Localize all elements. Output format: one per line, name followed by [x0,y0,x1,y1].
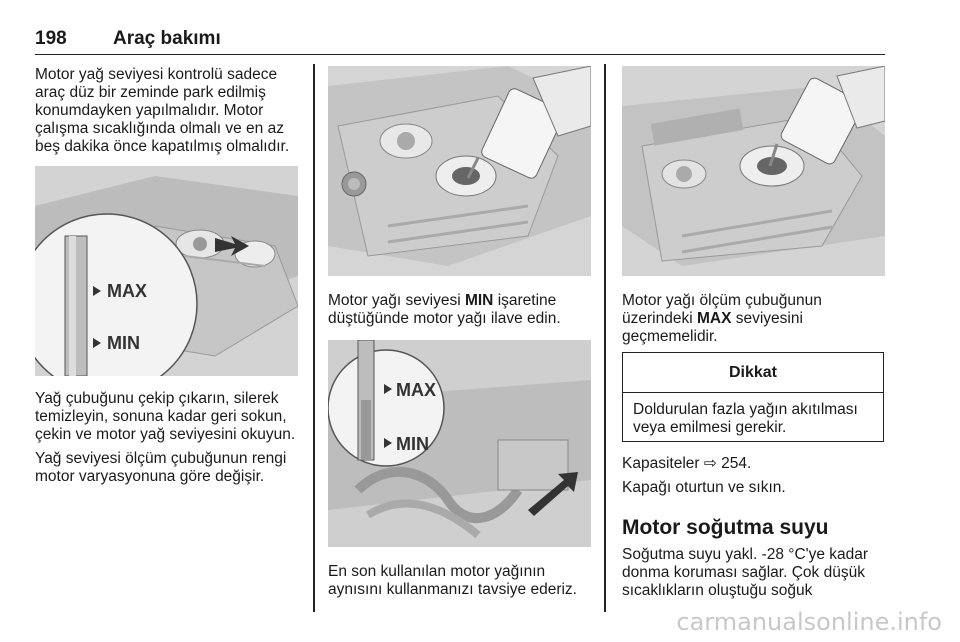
page-reference-arrow-icon: ⇨ [703,455,717,472]
paragraph-coolant: Soğutma suyu yakl. -28 °C'ye kadar donma koruması sağlar. Çok düşük sıcaklıkların oluştuğu soğuk [622,546,869,599]
column-1-body [35,390,303,492]
column-2-top [328,292,596,334]
dipstick-illustration [35,166,298,376]
dipstick-location-illustration [328,340,591,547]
oil-pouring-illustration [622,66,885,276]
min-inline: MIN [464,292,494,309]
capacities-page-ref[interactable]: 254. [721,455,752,472]
max-label: MAX [107,281,147,301]
column-divider-1 [313,64,315,612]
watermark: carmanualsonline.info [676,608,942,636]
column-divider-2 [604,64,606,612]
column-3-middle [622,455,884,503]
paragraph-oil-recommendation: En son kullanılan motor yağının aynısını kullanmanızı tavsiye ederiz. [328,563,577,598]
min-label-2: MIN [396,434,429,454]
column-3-bottom [622,546,884,606]
section-title: Araç bakımı [113,28,221,49]
column-1-intro [35,66,303,162]
min-label: MIN [107,333,140,353]
notice-body: Doldurulan fazla yağın akıtılması veya emilmesi gerekir. [633,401,858,436]
max-label-2: MAX [396,380,436,400]
add-oil-pre: Motor yağı seviyesi [328,292,465,309]
page-header [35,28,885,55]
page-number: 198 [35,28,67,49]
notice-title: Dikkat [623,353,883,393]
capacities-label: Kapasiteler [622,455,704,472]
add-oil-post: işaretine düştüğünde motor yağı ilave edin. [328,292,561,327]
max-warning-post: seviyesini geçmemelidir. [622,310,803,345]
column-2-bottom [328,563,596,605]
paragraph-capacities [622,455,884,473]
paragraph-add-oil [328,292,596,328]
max-warning-pre: Motor yağı ölçüm çubuğunun üzerindeki [622,292,822,327]
oil-filling-illustration [328,66,591,276]
paragraph-dipstick-color: Yağ seviyesi ölçüm çubuğunun rengi motor varyasyonuna göre değişir. [35,450,287,485]
paragraph-close-cap: Kapağı oturtun ve sıkın. [622,479,786,496]
max-inline: MAX [696,310,732,327]
paragraph-max-warning [622,292,884,346]
notice-box [622,352,884,442]
column-3-top [622,292,884,352]
coolant-heading: Motor soğutma suyu [622,516,829,539]
intro-paragraph: Motor yağ seviyesi kontrolü sadece araç düz bir zeminde park edilmiş konumdayken yapılmalıdır. Motor çalışma sıcaklığında olmalı ve en az beş dakika önce kapatılmış olmalıdır. [35,66,290,155]
paragraph-dipstick-check: Yağ çubuğunu çekip çıkarın, silerek temizleyin, sonuna kadar geri sokun, çekin ve motor yağ seviyesini okuyun. [35,390,296,443]
